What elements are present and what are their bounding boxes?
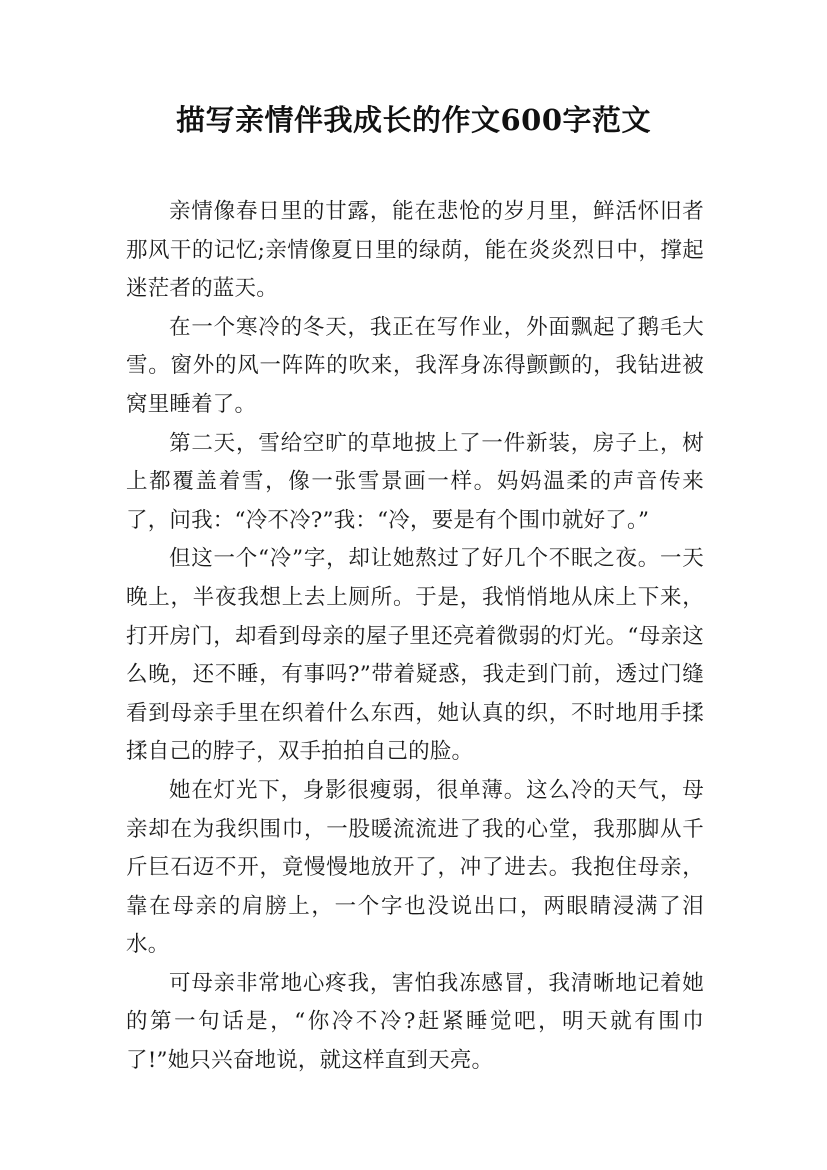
paragraph-4: 但这一个“冷”字，却让她熬过了好几个不眠之夜。一天晚上，半夜我想上去上厕所。于是，我悄悄地从床上下来，打开房门，却看到母亲的屋子里还亮着微弱的灯光。“母亲这么晚，还不睡，有事吗?”带着疑惑，我走到门前，透过门缝看到母亲手里在织着什么东西，她认真的织，不时地用手揉揉自己的脖子，双手拍拍自己的脸。: [126, 546, 704, 765]
page-title: 描写亲情伴我成长的作文600字范文: [175, 103, 652, 137]
paragraph-1: 亲情像春日里的甘露，能在悲怆的岁月里，鲜活怀旧者那风干的记忆;亲情像夏日里的绿荫，能在炎炎烈日中，撑起迷茫者的蓝天。: [126, 199, 704, 302]
paragraph-5: 她在灯光下，身影很瘦弱，很单薄。这么冷的天气，母亲却在为我织围巾，一股暖流流进了我的心堂，我那脚从千斤巨石迈不开，竟慢慢地放开了，冲了进去。我抱住母亲，靠在母亲的肩膀上，一个字也没说出口，两眼睛浸满了泪水。: [126, 777, 704, 958]
paragraph-3: 第二天，雪给空旷的草地披上了一件新装，房子上，树上都覆盖着雪，像一张雪景画一样。妈妈温柔的声音传来了，问我：“冷不冷?”我：“冷，要是有个围巾就好了。”: [126, 430, 704, 533]
essay-body: [126, 193, 704, 1081]
paragraph-2: 在一个寒冷的冬天，我正在写作业，外面飘起了鹅毛大雪。窗外的风一阵阵的吹来，我浑身冻得颤颤的，我钻进被窝里睡着了。: [126, 314, 704, 417]
paragraph-6: 可母亲非常地心疼我，害怕我冻感冒，我清晰地记着她的第一句话是，“你冷不冷?赶紧睡觉吧，明天就有围巾了!”她只兴奋地说，就这样直到天亮。: [126, 970, 704, 1074]
